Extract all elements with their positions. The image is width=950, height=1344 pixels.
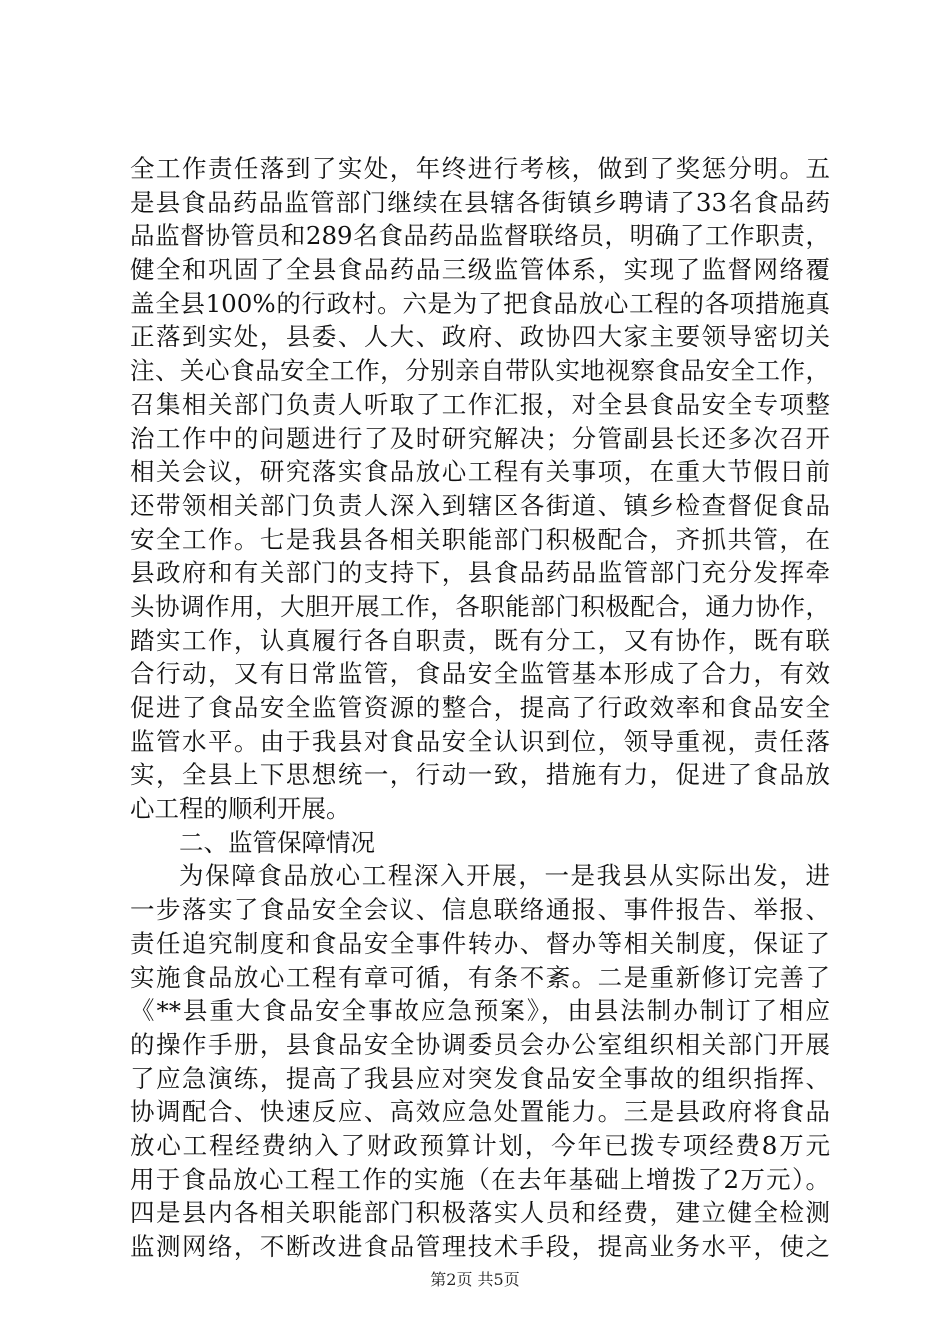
text-line: 注、关心食品安全工作，分别亲自带队实地视察食品安全工作，: [130, 356, 830, 386]
text-line: 协调配合、快速反应、高效应急处置能力。三是县政府将食品: [130, 1097, 830, 1127]
page-number: 第2页 共5页: [430, 1270, 520, 1289]
text-line: 《**县重大食品安全事故应急预案》，由县法制办制订了相应: [130, 996, 830, 1026]
text-line: 放心工程经费纳入了财政预算计划，今年已拨专项经费8万元: [130, 1130, 830, 1160]
text-line: 安全工作。七是我县各相关职能部门积极配合，齐抓共管，在: [130, 524, 830, 554]
text-line: 盖全县100%的行政村。六是为了把食品放心工程的各项措施真: [130, 288, 830, 318]
text-line: 品监督协管员和289名食品药品监督联络员，明确了工作职责，: [130, 221, 830, 251]
text-line: 正落到实处，县委、人大、政府、政协四大家主要领导密切关: [130, 322, 830, 352]
text-line: 监测网络，不断改进食品管理技术手段，提高业务水平，使之: [130, 1232, 830, 1261]
text-line: 踏实工作，认真履行各自职责，既有分工，又有协作，既有联: [130, 625, 830, 655]
text-line: 责任追究制度和食品安全事件转办、督办等相关制度，保证了: [130, 928, 830, 958]
text-line: 促进了食品安全监管资源的整合，提高了行政效率和食品安全: [130, 693, 830, 722]
text-line: 实，全县上下思想统一，行动一致，措施有力，促进了食品放: [130, 760, 830, 790]
text-line: 是县食品药品监管部门继续在县辖各街镇乡聘请了33名食品药: [130, 187, 830, 217]
text-line: 召集相关部门负责人听取了工作汇报，对全县食品安全专项整: [130, 389, 830, 419]
text-line: 头协调作用，大胆开展工作，各职能部门积极配合，通力协作，: [130, 591, 830, 621]
text-line: 用于食品放心工程工作的实施（在去年基础上增拨了2万元）。: [130, 1164, 830, 1194]
text-line: 监管水平。由于我县对食品安全认识到位，领导重视，责任落: [130, 726, 830, 756]
body-text: [130, 152, 830, 1264]
text-line: 治工作中的问题进行了及时研究解决；分管副县长还多次召开: [130, 423, 830, 453]
text-line: 实施食品放心工程有章可循，有条不紊。二是重新修订完善了: [130, 962, 830, 992]
text-line: 相关会议，研究落实食品放心工程有关事项，在重大节假日前: [130, 457, 830, 487]
text-line: 一步落实了食品安全会议、信息联络通报、事件报告、举报、: [130, 895, 830, 925]
text-line: 四是县内各相关职能部门积极落实人员和经费，建立健全检测: [130, 1198, 830, 1228]
text-line: 还带领相关部门负责人深入到辖区各街道、镇乡检查督促食品: [130, 490, 830, 520]
text-line: 了应急演练，提高了我县应对突发食品安全事故的组织指挥、: [130, 1063, 830, 1093]
text-line: 健全和巩固了全县食品药品三级监管体系，实现了监督网络覆: [130, 255, 830, 285]
page-footer: [0, 1270, 950, 1290]
text-line: 的操作手册，县食品安全协调委员会办公室组织相关部门开展: [130, 1029, 830, 1059]
text-line: 全工作责任落到了实处，年终进行考核，做到了奖惩分明。五: [130, 154, 830, 183]
section-heading: 二、监管保障情况: [179, 827, 375, 857]
text-line: 为保障食品放心工程深入开展，一是我县从实际出发，进: [179, 861, 830, 891]
text-line: 心工程的顺利开展。: [130, 794, 351, 824]
text-line: 县政府和有关部门的支持下，县食品药品监管部门充分发挥牵: [130, 558, 830, 588]
text-line: 合行动，又有日常监管，食品安全监管基本形成了合力，有效: [130, 659, 830, 689]
